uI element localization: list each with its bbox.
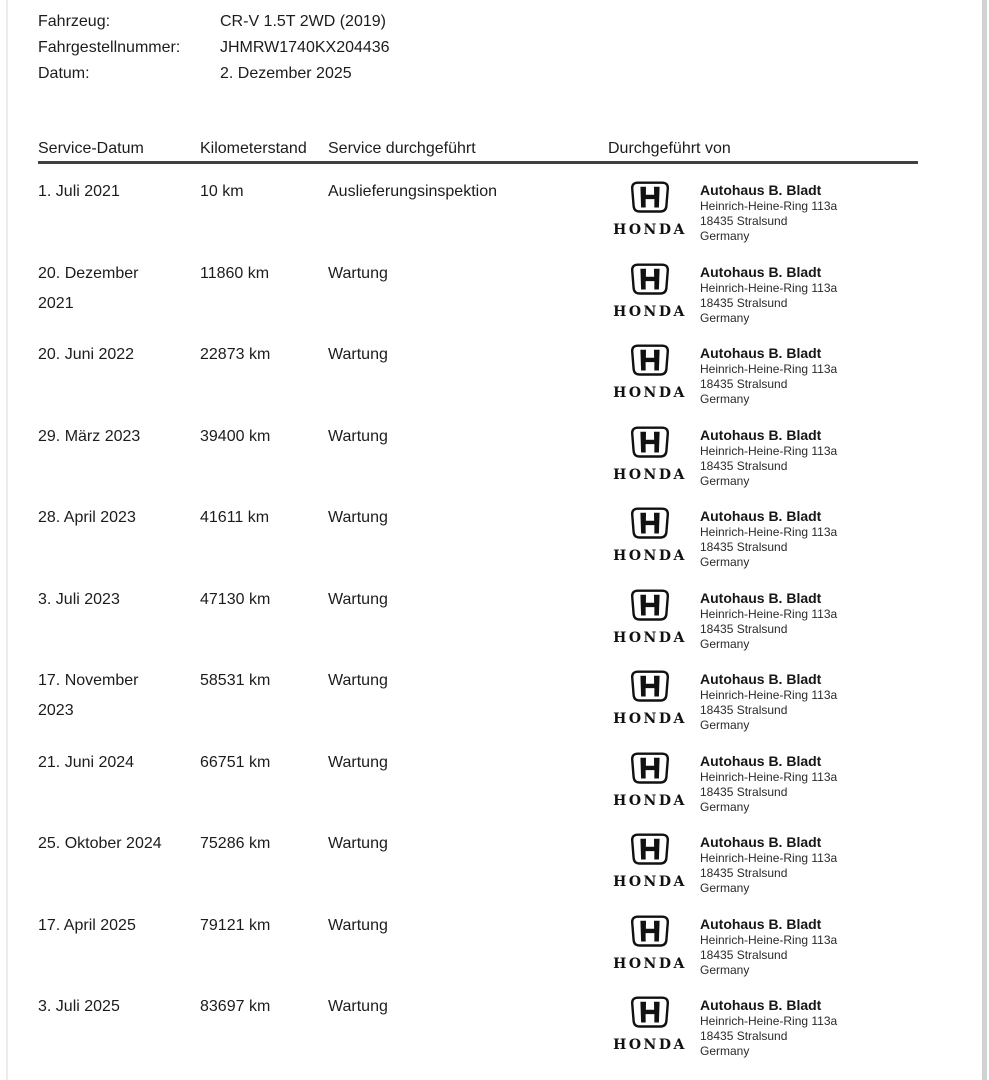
performed-by — [608, 422, 918, 490]
kilometer-reading: 39400 km — [200, 427, 271, 445]
dealer-details — [692, 911, 837, 978]
service-date: 21. Juni 2024 — [38, 753, 135, 771]
vehicle-label: Fahrzeug: — [38, 13, 111, 30]
honda-h-icon — [630, 589, 670, 622]
header-service-performed: Service durchgeführt — [328, 140, 476, 157]
dealer-street: Heinrich-Heine-Ring 113a — [700, 1014, 838, 1028]
dealer-name: Autohaus B. Bladt — [700, 834, 822, 850]
honda-wordmark: HONDA — [613, 711, 687, 727]
dealer-country: Germany — [700, 1044, 750, 1058]
performed-by — [608, 177, 918, 245]
dealer-street: Heinrich-Heine-Ring 113a — [700, 851, 838, 865]
service-date: 17. April 2025 — [38, 916, 136, 934]
table-row — [38, 911, 918, 993]
honda-logo — [608, 585, 692, 653]
honda-logo — [608, 992, 692, 1060]
service-date: 3. Juli 2025 — [38, 998, 120, 1015]
dealer-street: Heinrich-Heine-Ring 113a — [700, 769, 838, 784]
table-row — [38, 503, 918, 585]
dealer-country: Germany — [700, 881, 750, 895]
service-performed: Wartung — [328, 346, 388, 363]
kilometer-reading: 83697 km — [200, 998, 271, 1015]
honda-wordmark: HONDA — [613, 222, 687, 238]
dealer-details — [692, 503, 837, 570]
dealer-city: 18435 Stralsund — [700, 377, 788, 391]
dealer-street: Heinrich-Heine-Ring 113a — [700, 688, 838, 702]
service-performed: Wartung — [328, 264, 388, 282]
honda-wordmark: HONDA — [613, 955, 687, 972]
honda-h-icon — [630, 752, 670, 785]
honda-h-icon — [630, 181, 670, 214]
service-performed: Wartung — [328, 998, 388, 1015]
honda-logo — [608, 911, 692, 979]
honda-logo — [608, 340, 692, 408]
dealer-details — [692, 340, 837, 407]
service-performed: Wartung — [328, 916, 388, 934]
table-row — [38, 992, 918, 1074]
performed-by — [608, 585, 918, 653]
performed-by — [608, 666, 918, 734]
dealer-name: Autohaus B. Bladt — [700, 752, 822, 769]
kilometer-reading: 47130 km — [200, 590, 271, 608]
table-header — [38, 139, 918, 159]
performed-by — [608, 340, 918, 408]
dealer-details — [692, 259, 837, 326]
dealer-name: Autohaus B. Bladt — [700, 589, 822, 606]
dealer-city: 18435 Stralsund — [700, 866, 788, 880]
vin-label: Fahrgestellnummer: — [38, 39, 181, 56]
performed-by — [608, 259, 918, 327]
vin-row — [38, 35, 918, 61]
dealer-city: 18435 Stralsund — [700, 540, 788, 554]
dealer-details — [692, 422, 837, 489]
dealer-country: Germany — [700, 555, 750, 569]
service-table-body — [38, 177, 918, 1074]
dealer-city: 18435 Stralsund — [700, 784, 788, 799]
honda-logo — [608, 748, 692, 816]
honda-wordmark: HONDA — [613, 629, 687, 646]
table-row — [38, 666, 918, 748]
table-row — [38, 585, 918, 667]
kilometer-reading: 10 km — [200, 183, 244, 200]
honda-logo — [608, 259, 692, 327]
dealer-name: Autohaus B. Bladt — [700, 426, 822, 443]
dealer-country: Germany — [700, 473, 750, 488]
kilometer-reading: 66751 km — [200, 753, 271, 771]
dealer-city: 18435 Stralsund — [700, 295, 788, 310]
honda-wordmark: HONDA — [613, 548, 687, 564]
dealer-country: Germany — [700, 229, 750, 243]
dealer-city: 18435 Stralsund — [700, 214, 788, 228]
honda-h-icon — [630, 996, 670, 1029]
service-performed: Wartung — [328, 672, 388, 689]
performed-by — [608, 911, 918, 979]
header-divider — [38, 161, 918, 164]
honda-h-icon — [630, 915, 670, 948]
honda-logo — [608, 422, 692, 490]
header-service-date: Service-Datum — [38, 140, 144, 157]
dealer-city: 18435 Stralsund — [700, 947, 788, 962]
dealer-details — [692, 585, 837, 652]
performed-by — [608, 829, 918, 897]
performed-by — [608, 992, 918, 1060]
vehicle-info — [38, 9, 918, 87]
dealer-details — [692, 748, 837, 815]
vin-value: JHMRW1740KX204436 — [220, 39, 390, 56]
dealer-name: Autohaus B. Bladt — [700, 508, 822, 524]
dealer-name: Autohaus B. Bladt — [700, 182, 822, 198]
honda-h-icon — [630, 263, 670, 296]
vehicle-value: CR-V 1.5T 2WD (2019) — [220, 13, 386, 30]
dealer-details — [692, 177, 837, 244]
honda-h-icon — [630, 507, 670, 540]
service-date: 29. März 2023 — [38, 427, 141, 445]
dealer-city: 18435 Stralsund — [700, 703, 788, 717]
dealer-name: Autohaus B. Bladt — [700, 915, 822, 932]
kilometer-reading: 79121 km — [200, 916, 271, 934]
page-right-edge — [982, 0, 987, 1080]
honda-wordmark: HONDA — [613, 1037, 687, 1053]
honda-wordmark: HONDA — [613, 466, 687, 483]
honda-h-icon — [630, 344, 670, 377]
honda-wordmark: HONDA — [613, 874, 687, 890]
table-row — [38, 177, 918, 259]
dealer-street: Heinrich-Heine-Ring 113a — [700, 362, 838, 376]
dealer-details — [692, 829, 837, 896]
dealer-name: Autohaus B. Bladt — [700, 671, 822, 687]
header-kilometer: Kilometerstand — [200, 140, 307, 157]
dealer-city: 18435 Stralsund — [700, 621, 788, 636]
dealer-street: Heinrich-Heine-Ring 113a — [700, 606, 838, 621]
honda-logo — [608, 177, 692, 245]
service-performed: Wartung — [328, 835, 388, 852]
service-date: 25. Oktober 2024 — [38, 835, 162, 852]
vehicle-row — [38, 9, 918, 35]
service-performed: Wartung — [328, 753, 388, 771]
service-performed: Wartung — [328, 427, 388, 445]
service-date: 20. Dezember 2021 — [38, 264, 139, 312]
table-row — [38, 340, 918, 422]
honda-h-icon — [630, 426, 670, 459]
dealer-street: Heinrich-Heine-Ring 113a — [700, 525, 838, 539]
dealer-name: Autohaus B. Bladt — [700, 263, 822, 280]
table-row — [38, 748, 918, 830]
service-date: 28. April 2023 — [38, 509, 136, 526]
honda-logo — [608, 666, 692, 734]
header-performed-by: Durchgeführt von — [608, 140, 731, 157]
table-row — [38, 259, 918, 341]
dealer-country: Germany — [700, 310, 750, 325]
performed-by — [608, 503, 918, 571]
dealer-name: Autohaus B. Bladt — [700, 997, 822, 1013]
service-date: 1. Juli 2021 — [38, 183, 120, 200]
date-label: Datum: — [38, 65, 90, 82]
dealer-country: Germany — [700, 799, 750, 814]
dealer-country: Germany — [700, 392, 750, 406]
kilometer-reading: 75286 km — [200, 835, 271, 852]
dealer-street: Heinrich-Heine-Ring 113a — [700, 443, 838, 458]
table-row — [38, 422, 918, 504]
dealer-street: Heinrich-Heine-Ring 113a — [700, 199, 838, 213]
honda-wordmark: HONDA — [613, 385, 687, 401]
service-performed: Auslieferungsinspektion — [328, 183, 497, 200]
kilometer-reading: 22873 km — [200, 346, 271, 363]
honda-logo — [608, 503, 692, 571]
table-row — [38, 829, 918, 911]
service-performed: Wartung — [328, 509, 388, 526]
honda-wordmark: HONDA — [613, 303, 687, 320]
dealer-details — [692, 992, 837, 1059]
kilometer-reading: 11860 km — [200, 264, 270, 282]
dealer-city: 18435 Stralsund — [700, 458, 788, 473]
service-date: 17. November 2023 — [38, 672, 139, 719]
dealer-country: Germany — [700, 636, 750, 651]
dealer-name: Autohaus B. Bladt — [700, 345, 822, 361]
performed-by — [608, 748, 918, 816]
dealer-country: Germany — [700, 718, 750, 732]
honda-wordmark: HONDA — [613, 792, 687, 809]
service-performed: Wartung — [328, 590, 388, 608]
service-date: 3. Juli 2023 — [38, 590, 120, 608]
honda-h-icon — [630, 833, 670, 866]
service-date: 20. Juni 2022 — [38, 346, 135, 363]
dealer-details — [692, 666, 837, 733]
date-row — [38, 61, 918, 87]
dealer-street: Heinrich-Heine-Ring 113a — [700, 280, 838, 295]
page-left-edge — [6, 0, 8, 1080]
dealer-city: 18435 Stralsund — [700, 1029, 788, 1043]
kilometer-reading: 58531 km — [200, 672, 271, 689]
honda-h-icon — [630, 670, 670, 703]
date-value: 2. Dezember 2025 — [220, 65, 352, 82]
kilometer-reading: 41611 km — [200, 509, 270, 526]
honda-logo — [608, 829, 692, 897]
dealer-country: Germany — [700, 962, 750, 977]
dealer-street: Heinrich-Heine-Ring 113a — [700, 932, 838, 947]
